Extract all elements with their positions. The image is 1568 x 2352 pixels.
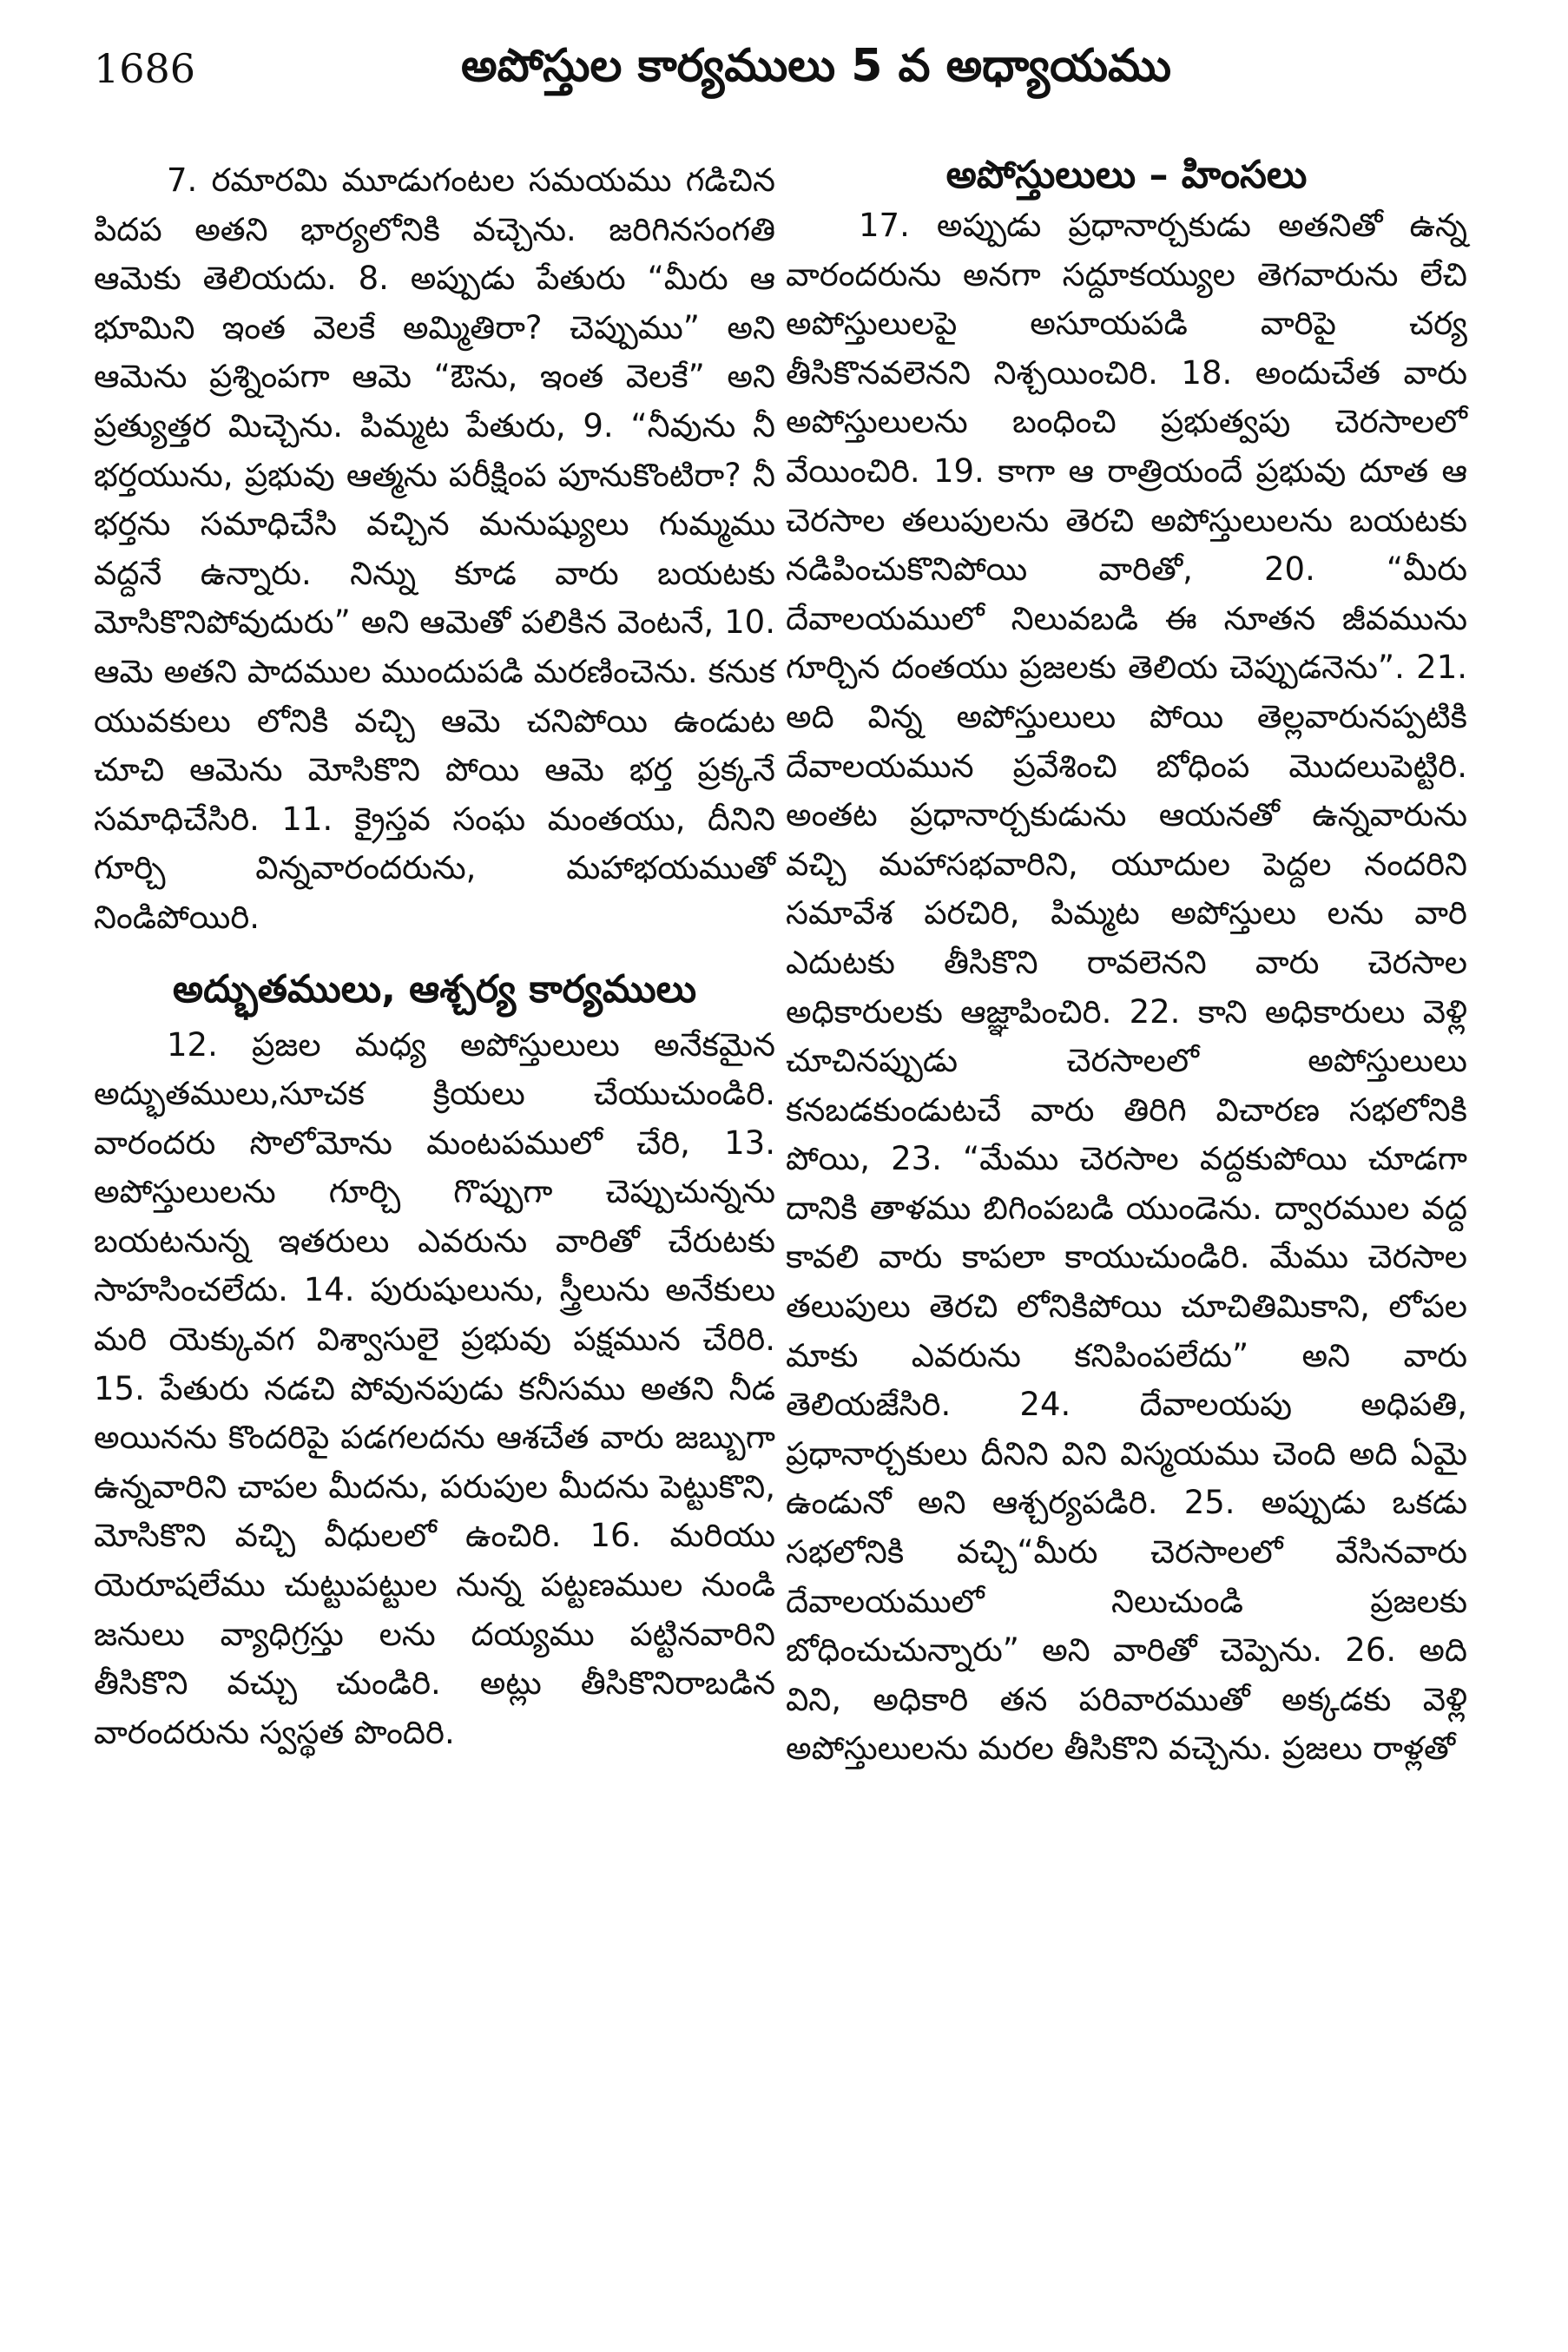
running-title: అపోస్తుల కార్యములు 5 వ అధ్యాయము: [461, 40, 1171, 92]
section-heading: అద్భుతములు, ఆశ్చర్య కార్యములు: [172, 966, 697, 1011]
right-column: [786, 153, 1467, 1774]
left-column: [94, 156, 775, 1757]
body-paragraph: 7. రమారమి మూడుగంటల సమయము గడిచిన పిదప అతని భార్యలోనికి వచ్చెను. జరిగినసంగతి ఆమెకు తెలియదు. 8. అప్పుడు పేతురు “మీరు ఆ భూమిని ఇంత వెలకే అమ్మితిరా? చెప్పుము” అని ఆమెను ప్రశ్నింపగా ఆమె “ఔను, ఇంత వెలకే” అని ప్రత్యుత్తర మిచ్చెను. పిమ్మట పేతురు, 9. “నీవును నీ భర్తయును, ప్రభువు ఆత్మను పరీక్షింప పూనుకొంటిరా? నీ భర్తను సమాధిచేసి వచ్చిన మనుష్యులు గుమ్మము వద్దనే ఉన్నారు. నిన్ను కూడ వారు బయటకు మోసికొనిపోవుదురు” అని ఆమెతో పలికిన వెంటనే, 10. ఆమె అతని పాదముల ముందుపడి మరణించెను. కనుక యువకులు లోనికి వచ్చి ఆమె చనిపోయి ఉండుట చూచి ఆమెను మోసికొని పోయి ఆమె భర్త ప్రక్కనే సమాధిచేసిరి. 11. క్రైస్తవ సంఘ మంతయు, దీనిని గూర్చి విన్నవారందరును, మహాభయముతో నిండిపోయిరి.: [94, 161, 775, 936]
body-paragraph: 12. ప్రజల మధ్య అపోస్తులులు అనేకమైన అద్భుతములు,సూచక క్రియలు చేయుచుండిరి. వారందరు సొలోమోను మంటపములో చేరి, 13. అపోస్తులులను గూర్చి గొప్పుగా చెప్పుచున్నను బయటనున్న ఇతరులు ఎవరును వారితో చేరుటకు సాహసించలేదు. 14. పురుషులును, స్త్రీలును అనేకులు మరి యెక్కువగ విశ్వాసులై ప్రభువు పక్షమున చేరిరి. 15. పేతురు నడచి పోవునపుడు కనీసము అతని నీడ అయినను కొందరిపై పడగలదను ఆశచేత వారు జబ్బుగా ఉన్నవారిని చాపల మీదను, పరుపుల మీదను పెట్టుకొని, మోసికొని వచ్చి వీధులలో ఉంచిరి. 16. మరియు యెరూషలేము చుట్టుపట్టుల నున్న పట్టణముల నుండి జనులు వ్యాధిగ్రస్తు లను దయ్యము పట్టినవారిని తీసికొని వచ్చు చుండిరి. అట్లు తీసికొనిరాబడిన వారందరును స్వస్థత పొందిరి.: [94, 1025, 775, 1751]
page-number: 1686: [94, 45, 196, 92]
body-paragraph: 17. అప్పుడు ప్రధానార్చకుడు అతనితో ఉన్న వారందరును అనగా సద్దూకయ్యుల తెగవారును లేచి అపోస్తులులపై అసూయపడి వారిపై చర్య తీసికొనవలెనని నిశ్చయించిరి. 18. అందుచేత వారు అపోస్తులులను బంధించి ప్రభుత్వపు చెరసాలలో వేయించిరి. 19. కాగా ఆ రాత్రియందే ప్రభువు దూత ఆ చెరసాల తలుపులను తెరచి అపోస్తులులను బయటకు నడిపించుకొనిపోయి వారితో, 20. “మీరు దేవాలయములో నిలువబడి ఈ నూతన జీవమును గూర్చిన దంతయు ప్రజలకు తెలియ చెప్పుడనెను”. 21. అది విన్న అపోస్తులులు పోయి తెల్లవారునప్పటికి దేవాలయమున ప్రవేశించి బోధింప మొదలుపెట్టిరి. అంతట ప్రధానార్చకుడును ఆయనతో ఉన్నవారును వచ్చి మహాసభవారిని, యూదుల పెద్దల నందరిని సమావేశ పరచిరి, పిమ్మట అపోస్తులు లను వారి ఎదుటకు తీసికొని రావలెనని వారు చెరసాల అధికారులకు ఆజ్ఞాపించిరి. 22. కాని అధికారులు వెళ్లి చూచినప్పుడు చెరసాలలో అపోస్తులులు కనబడకుండుటచే వారు తిరిగి విచారణ సభలోనికి పోయి, 23. “మేము చెరసాల వద్దకుపోయి చూడగా దానికి తాళము బిగింపబడి యుండెను. ద్వారముల వద్ద కావలి వారు కాపలా కాయుచుండిరి. మేము చెరసాల తలుపులు తెరచి లోనికిపోయి చూచితిమికాని, లోపల మాకు ఎవరును కనిపింపలేదు” అని వారు తెలియజేసిరి. 24. దేవాలయపు అధిపతి, ప్రధానార్చకులు దీనిని విని విస్మయము చెంది అది ఏమై ఉండునో అని ఆశ్చర్యపడిరి. 25. అప్పుడు ఒకడు సభలోనికి వచ్చి“మీరు చెరసాలలో వేసినవారు దేవాలయములో నిలుచుండి ప్రజలకు బోధించుచున్నారు” అని వారితో చెప్పెను. 26. అది విని, అధికారి తన పరివారముతో అక్కడకు వెళ్లి అపోస్తులులను మరల తీసికొని వచ్చెను. ప్రజలు రాళ్లతో: [786, 207, 1467, 1768]
section-heading: అపోస్తులులు – హింసలు: [945, 153, 1308, 197]
